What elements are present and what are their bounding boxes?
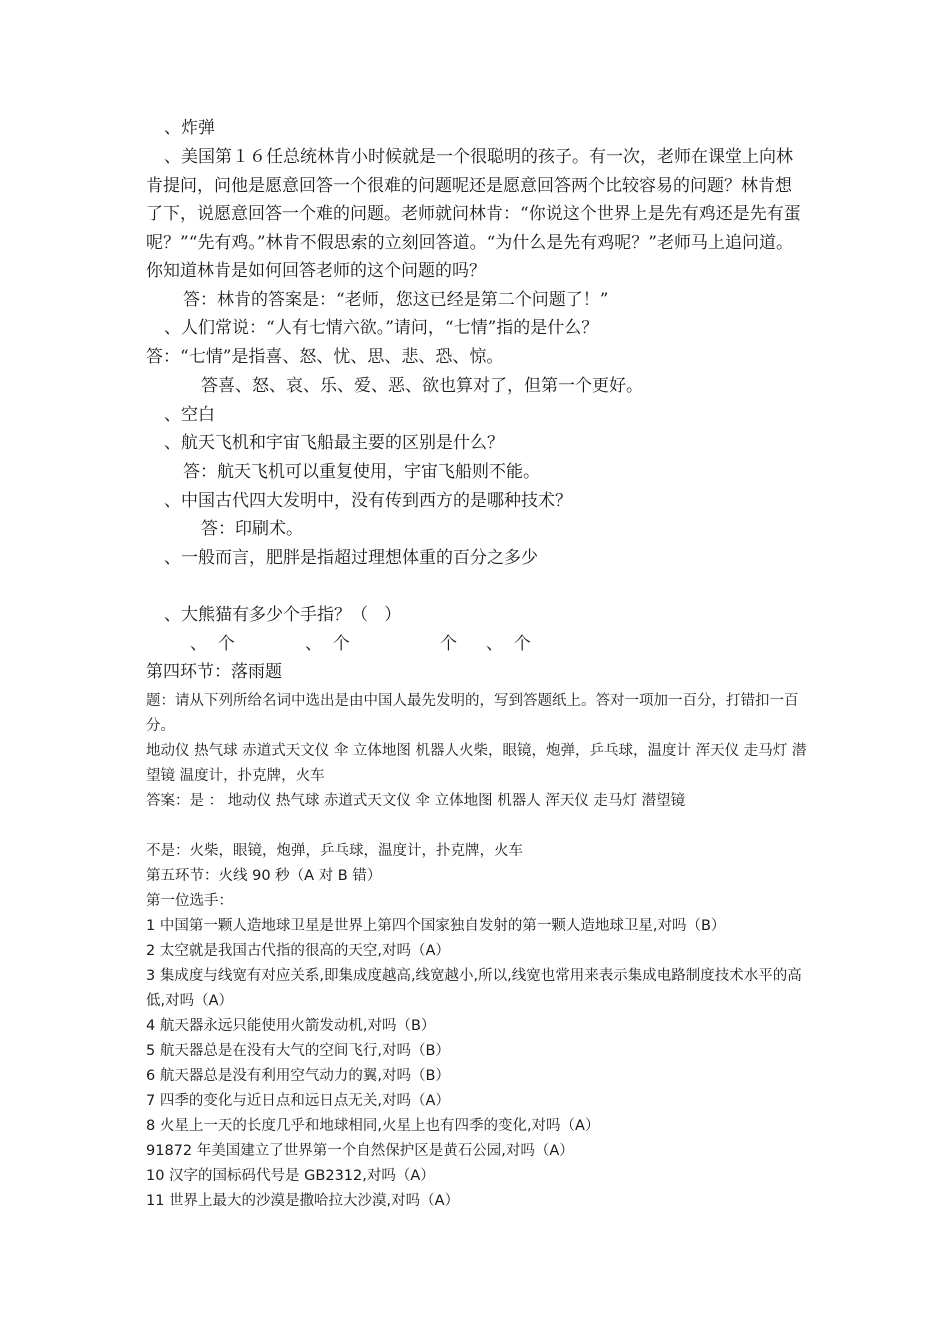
- panda-option-4: 、 个: [486, 634, 531, 654]
- quiz-question-4: 4 航天器永远只能使用火箭发动机,对吗（B）: [146, 1018, 436, 1034]
- quiz-question-9: 91872 年美国建立了世界第一个自然保护区是黄石公园,对吗（A）: [146, 1143, 574, 1159]
- section4-title: 第四环节：落雨题: [146, 662, 282, 682]
- inventions-answer: 答：印刷术。: [201, 519, 303, 539]
- quiz-question-5: 5 航天器总是在没有大气的空间飞行,对吗（B）: [146, 1043, 450, 1059]
- quiz-question-6: 6 航天器总是没有利用空气动力的翼,对吗（B）: [146, 1068, 450, 1084]
- shuttle-answer: 答：航天飞机可以重复使用，宇宙飞船则不能。: [183, 462, 540, 482]
- panda-option-2: 、 个: [305, 634, 350, 654]
- section4-terms: 地动仪 热气球 赤道式天文仪 伞 立体地图 机器人火柴，眼镜，炮弹，乒乓球，温度计 浑天仪 走马灯 潜望镜 温度计，扑克牌，火车: [146, 743, 807, 784]
- lincoln-answer: 答：林肯的答案是：“老师，您这已经是第二个问题了！”: [183, 290, 609, 310]
- qiqing-question: 、人们常说：“人有七情六欲。”请问，“七情”指的是什么？: [164, 318, 599, 338]
- inventions-question: 、中国古代四大发明中，没有传到西方的是哪种技术？: [164, 491, 572, 511]
- section4-answer-no: 不是：火柴，眼镜，炮弹，乒乓球，温度计，扑克牌，火车: [146, 843, 523, 859]
- quiz-question-11: 11 世界上最大的沙漠是撒哈拉大沙漠,对吗（A）: [146, 1193, 460, 1209]
- quiz-question-2: 2 太空就是我国古代指的很高的天空,对吗（A）: [146, 943, 450, 959]
- quiz-question-7: 7 四季的变化与近日点和远日点无关,对吗（A）: [146, 1093, 450, 1109]
- shuttle-question: 、航天飞机和宇宙飞船最主要的区别是什么？: [164, 433, 504, 453]
- panda-option-3: 个: [440, 634, 457, 654]
- section4-prompt: 题：请从下列所给名词中选出是由中国人最先发明的，写到答题纸上。答对一项加一百分，打错扣一百分。: [146, 693, 799, 734]
- quiz-question-3: 3 集成度与线宽有对应关系,即集成度越高,线宽越小,所以,线宽也常用来表示集成电路制度技术水平的高低,对吗（A）: [146, 968, 802, 1009]
- quiz-question-10: 10 汉字的国标码代号是 GB2312,对吗（A）: [146, 1168, 435, 1184]
- section5-player: 第一位选手：: [146, 893, 233, 909]
- obesity-question: 、一般而言，肥胖是指超过理想体重的百分之多少: [164, 548, 538, 568]
- panda-question: 、大熊猫有多少个手指？（ ）: [164, 605, 402, 625]
- quiz-question-8: 8 火星上一天的长度几乎和地球相同,火星上也有四季的变化,对吗（A）: [146, 1118, 600, 1134]
- panda-option-1: 、 个: [190, 634, 235, 654]
- blank-item: 、空白: [164, 405, 215, 425]
- section5-title: 第五环节：火线 90 秒（A 对 B 错）: [146, 868, 382, 884]
- qiqing-answer-1: 答：“七情”是指喜、怒、忧、思、悲、恐、惊。: [146, 347, 504, 367]
- bomb-item: 、炸弹: [164, 118, 215, 138]
- section4-answer-yes: 答案：是 ： 地动仪 热气球 赤道式天文仪 伞 立体地图 机器人 浑天仪 走马灯 潜望镜: [146, 793, 686, 809]
- quiz-question-1: 1 中国第一颗人造地球卫星是世界上第四个国家独自发射的第一颗人造地球卫星,对吗（B）: [146, 918, 726, 934]
- qiqing-answer-2: 答喜、怒、哀、乐、爱、恶、欲也算对了，但第一个更好。: [201, 376, 643, 396]
- lincoln-question: 、美国第１６任总统林肯小时候就是一个很聪明的孩子。有一次，老师在课堂上向林肯提问，问他是愿意回答一个很难的问题呢还是愿意回答两个比较容易的问题？林肯想了下，说愿意回答一个难的问题。老师就问林肯：“你说这个世界上是先有鸡还是先有蛋呢？”“先有鸡。”林肯不假思索的立刻回答道。“为什么是先有鸡呢？”老师马上追问道。你知道林肯是如何回答老师的这个问题的吗？: [146, 147, 801, 281]
